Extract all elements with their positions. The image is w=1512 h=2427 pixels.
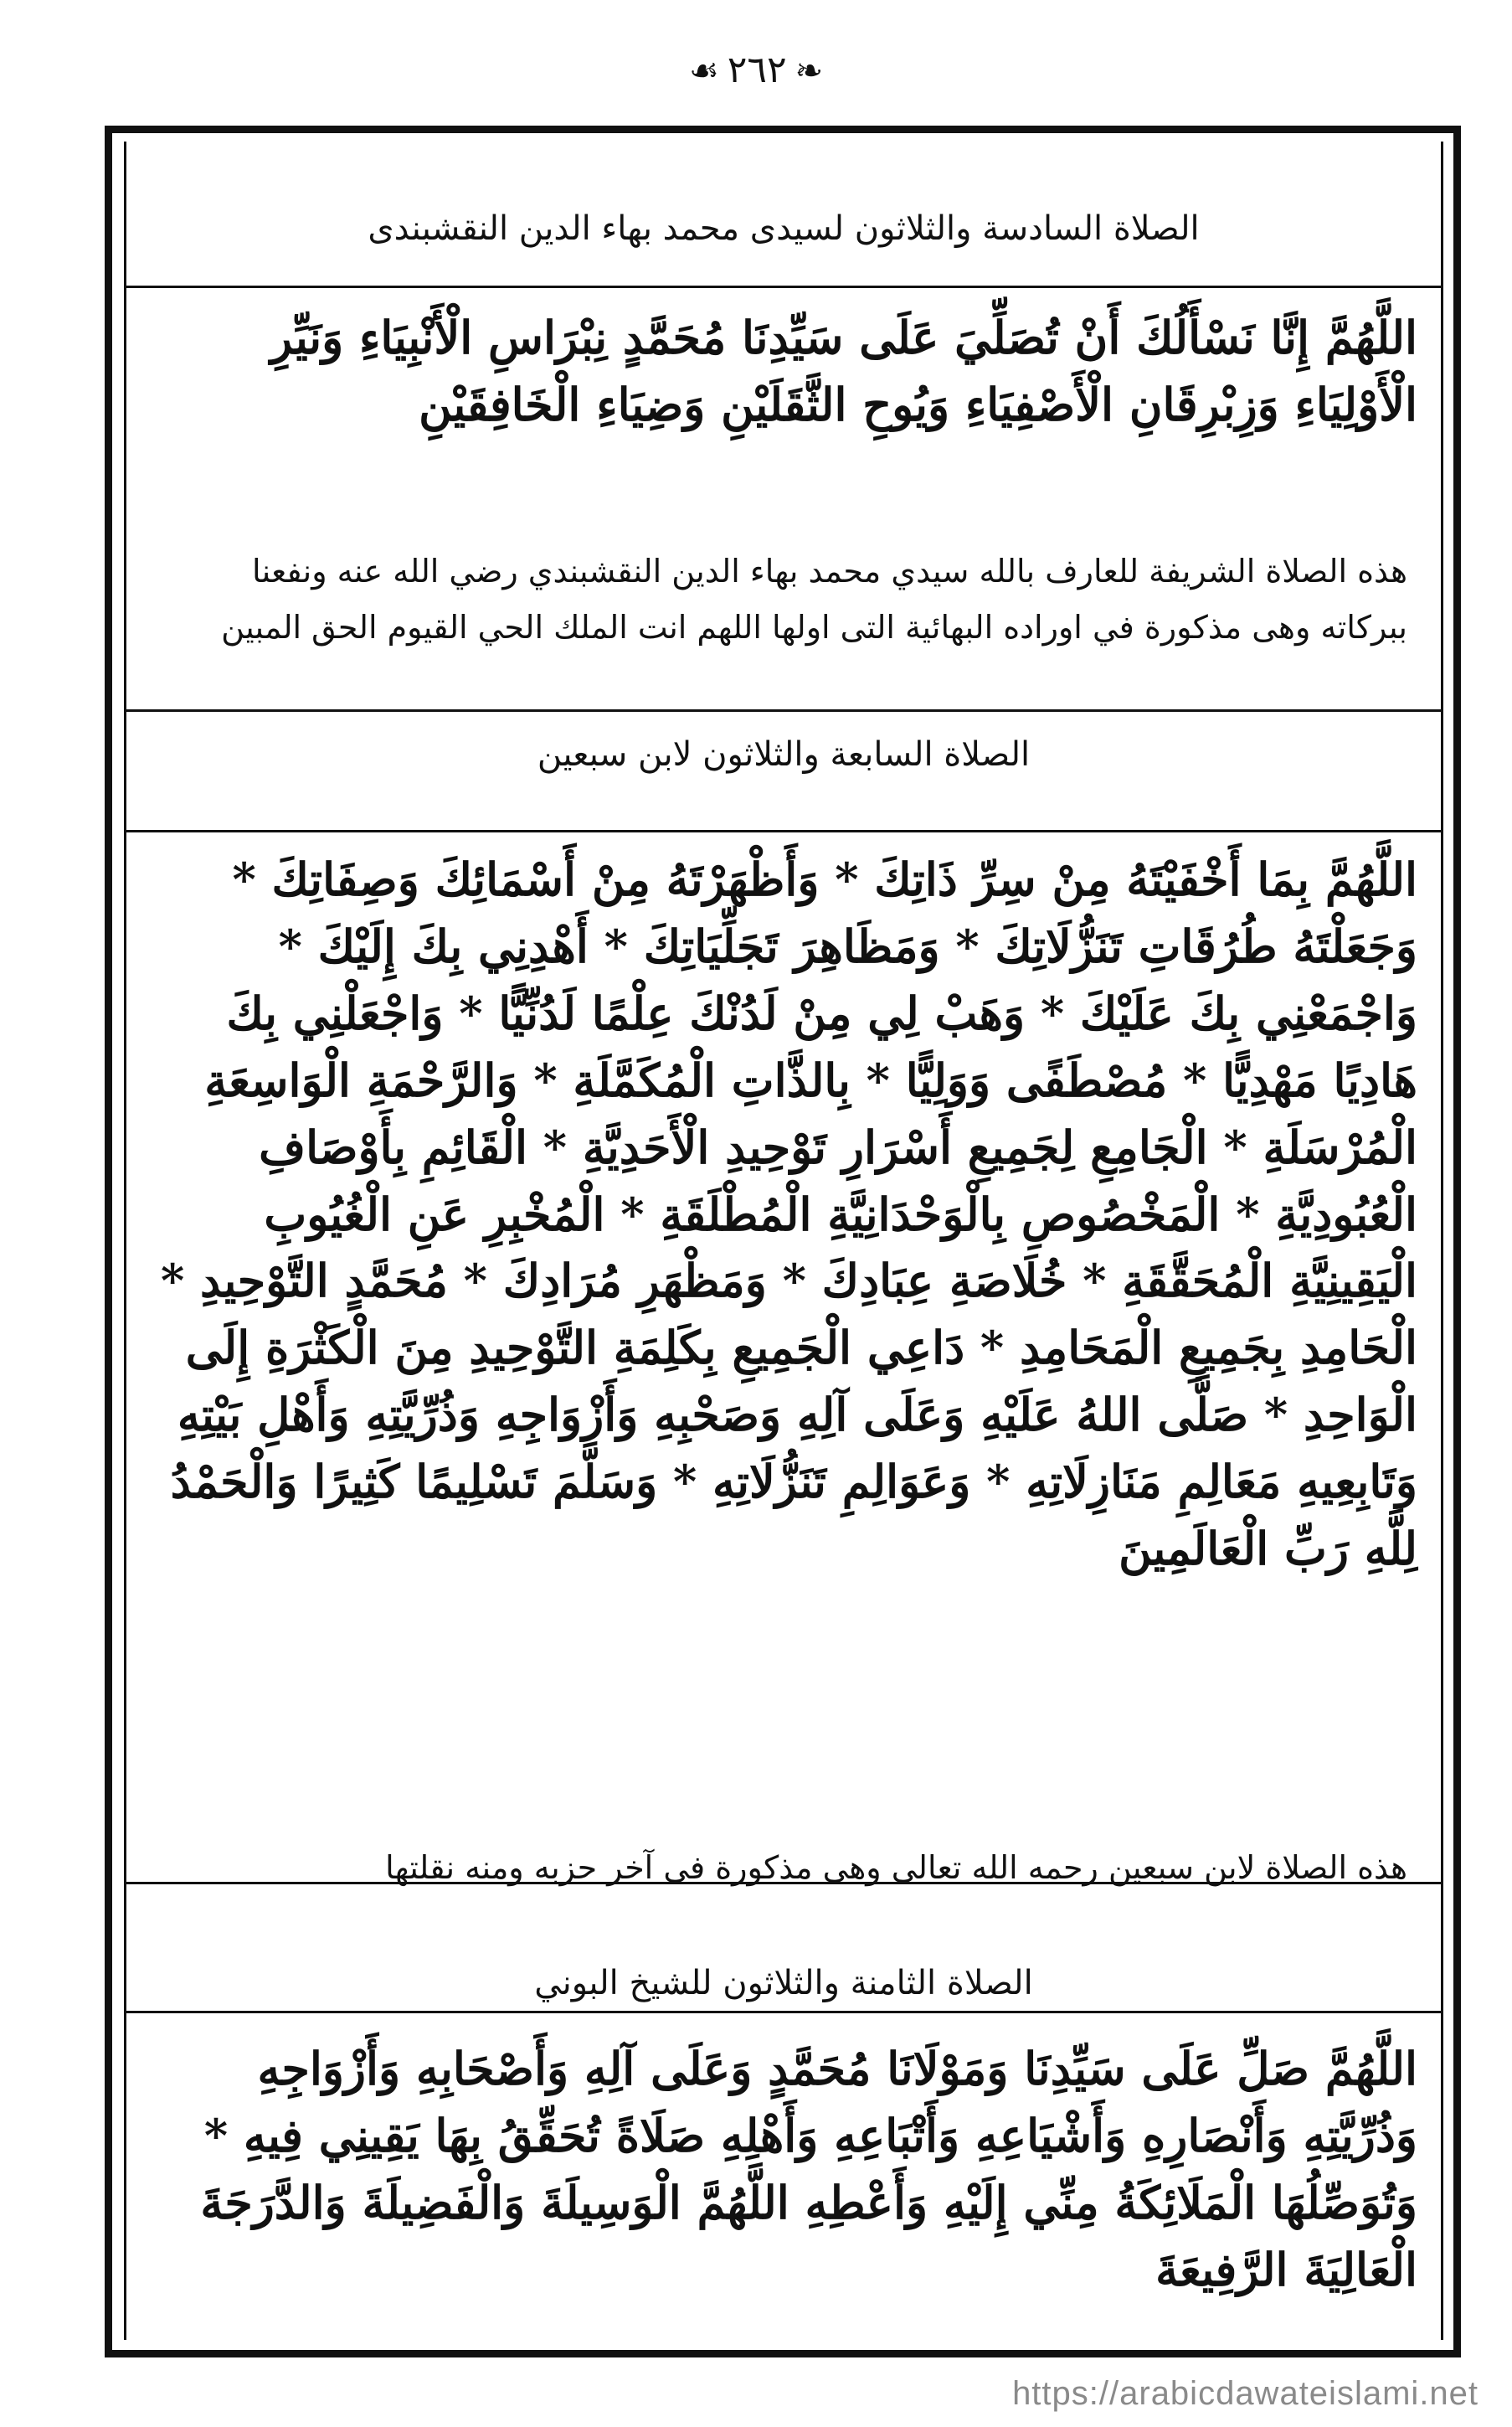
section-38-prayer: اللَّهُمَّ صَلِّ عَلَى سَيِّدِنَا وَمَوْلَانَا مُحَمَّدٍ وَعَلَى آلِهِ وَأَصْحَابِهِ وَأَزْوَاجِهِ وَذُرِّيَّتِهِ وَأَنْصَارِهِ وَأَشْيَاعِهِ وَأَتْبَاعِهِ وَأَهْلِهِ صَلَاةً تُحَقِّقُ بِهَا يَقِينِي فِيهِ * وَتُوَصِّلُهَا الْمَلَائِكَةُ مِنِّي إِلَيْهِ وَأَعْطِهِ اللَّهُمَّ الْوَسِيلَةَ وَالْفَضِيلَةَ وَالدَّرَجَةَ الْعَالِيَةَ الرَّفِيعَةَ <box>200 2042 1417 2296</box>
section-37-prayer: اللَّهُمَّ بِمَا أَخْفَيْتَهُ مِنْ سِرِّ ذَاتِكَ * وَأَظْهَرْتَهُ مِنْ أَسْمَائِكَ وَصِفَاتِكَ * وَجَعَلْتَهُ طُرُقَاتِ تَنَزُّلَاتِكَ * وَمَظَاهِرَ تَجَلِّيَاتِكَ * أَهْدِنِي بِكَ إِلَيْكَ * وَاجْمَعْنِي بِكَ عَلَيْكَ * وَهَبْ لِي مِنْ لَدُنْكَ عِلْمًا لَدُنِّيًّا * وَاجْعَلْنِي بِكَ هَادِيًا مَهْدِيًّا * مُصْطَفًى وَوَلِيًّا * بِالذَّاتِ الْمُكَمَّلَةِ * وَالرَّحْمَةِ الْوَاسِعَةِ الْمُرْسَلَةِ * الْجَامِعِ لِجَمِيعِ أَسْرَارِ تَوْحِيدِ الْأَحَدِيَّةِ * الْقَائِمِ بِأَوْصَافِ الْعُبُودِيَّةِ * الْمَخْصُوصِ بِالْوَحْدَانِيَّةِ الْمُطْلَقَةِ * الْمُخْبِرِ عَنِ الْغُيُوبِ الْيَقِينِيَّةِ الْمُحَقَّقَةِ * خُلَاصَةِ عِبَادِكَ * وَمَظْهَرِ مُرَادِكَ * مُحَمَّدٍ التَّوْحِيدِ * الْحَامِدِ بِجَمِيعِ الْمَحَامِدِ * دَاعِي الْجَمِيعِ بِكَلِمَةِ التَّوْحِيدِ مِنَ الْكَثْرَةِ إِلَى الْوَاحِدِ * صَلَّى اللهُ عَلَيْهِ وَعَلَى آلِهِ وَصَحْبِهِ وَأَزْوَاجِهِ وَذُرِّيَّتِهِ وَأَهْلِ بَيْتِهِ وَتَابِعِيهِ مَعَالِمِ مَنَازِلَاتِهِ * وَعَوَالِمِ تَنَزُّلَاتِهِ * وَسَلَّمَ تَسْلِيمًا كَثِيرًا وَالْحَمْدُ لِلَّهِ رَبِّ الْعَالَمِينَ <box>161 853 1417 1576</box>
ornament-icon: ☙ <box>688 52 719 90</box>
ornament-icon: ❧ <box>795 52 824 90</box>
divider <box>126 2011 1441 2013</box>
divider <box>126 1882 1441 1884</box>
divider <box>126 830 1441 832</box>
section-37-heading: الصلاة السابعة والثلاثون لابن سبعين <box>537 735 1031 774</box>
content-area <box>124 142 1443 2340</box>
divider <box>126 709 1441 712</box>
section-36-prayer: اللَّهُمَّ إِنَّا نَسْأَلُكَ أَنْ تُصَلِّيَ عَلَى سَيِّدِنَا مُحَمَّدٍ نِبْرَاسِ الْأَنْبِيَاءِ وَنَيِّرِ الْأَوْلِيَاءِ وَزِبْرِقَانِ الْأَصْفِيَاءِ وَيُوحِ الثَّقَلَيْنِ وَضِيَاءِ الْخَافِقَيْنِ <box>270 311 1417 431</box>
divider <box>126 286 1441 288</box>
section-36-note: هذه الصلاة الشريفة للعارف بالله سيدي محمد بهاء الدين النقشبندي رضي الله عنه ونفعنا ببركاته وهى مذكورة في اوراده البهائية التى اولها اللهم انت الملك الحي القيوم الحق المبين <box>221 553 1407 646</box>
watermark: https://arabicdawateislami.net <box>1012 2375 1479 2412</box>
section-37-note: هذه الصلاة لابن سبعين رحمه الله تعالى وهى مذكورة فى آخر حزبه ومنه نقلتها <box>385 1849 1407 1886</box>
section-36-heading: الصلاة السادسة والثلاثون لسيدى محمد بهاء الدين النقشبندى <box>368 209 1200 248</box>
page-number: ❧٢٦٢☙ <box>688 49 824 91</box>
section-38-heading: الصلاة الثامنة والثلاثون للشيخ البوني <box>534 1964 1033 2002</box>
page-frame <box>105 126 1461 2357</box>
